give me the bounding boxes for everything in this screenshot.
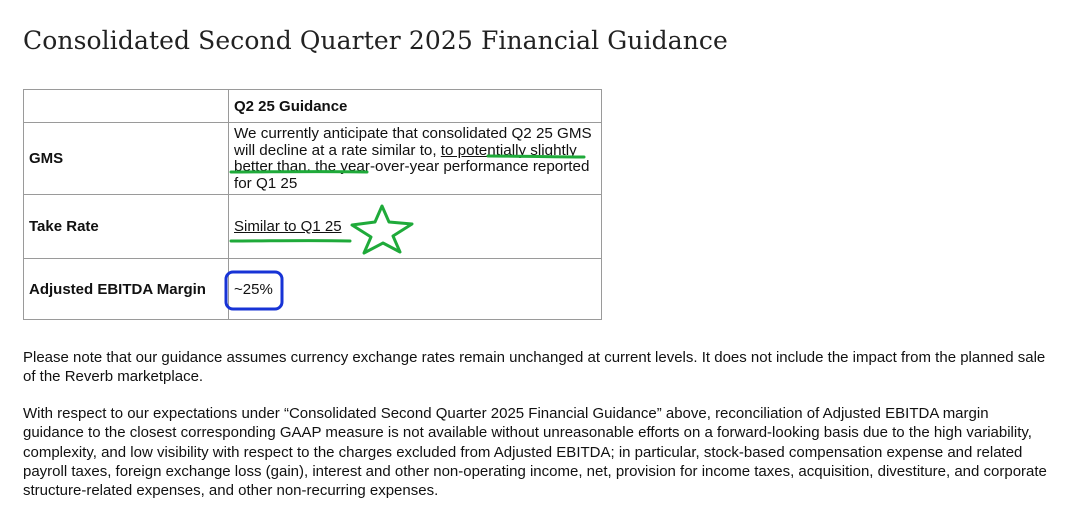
row-label-ebitda: Adjusted EBITDA Margin [24, 259, 229, 320]
row-value-gms [229, 123, 602, 195]
row-label-take-rate: Take Rate [24, 195, 229, 259]
guidance-note-reconciliation: With respect to our expectations under “Consolidated Second Quarter 2025 Financial Guidance” above, reconciliation of Adjusted EBITDA margin guidance to the closest corresponding GAAP measure is not available without unreasonable efforts on a forward-looking basis due to the high variability, complexity, and low visibility with respect to the charges excluded from Adjusted EBITDA; in particular, stock-based compensation expense and related payroll taxes, foreign exchange loss (gain), interest and other non-operating income, net, provision for income taxes, acquisition, divestiture, and corporate structure-related expenses, and other non-recurring expenses. [23, 405, 1047, 500]
gms-guidance-text [234, 125, 596, 192]
header-guidance-cell: Q2 25 Guidance [229, 90, 602, 123]
table-row [24, 195, 602, 259]
table-row [24, 123, 602, 195]
table-header-row [24, 90, 602, 123]
take-rate-value: Similar to Q1 25 [234, 218, 342, 235]
gms-text-underlined: to potentially slightly better than [234, 141, 577, 175]
gms-text-part-3: , the year-over-year performance reported for Q1 25 [234, 158, 590, 192]
guidance-note-currency: Please note that our guidance assumes currency exchange rates remain unchanged at current levels. It does not include the impact from the planned sale of the Reverb marketplace. [23, 349, 1046, 386]
gms-text-part-1: We currently anticipate that consolidated Q2 25 GMS will decline at a rate similar to, [234, 125, 592, 159]
row-label-gms: GMS [24, 123, 229, 195]
row-value-take-rate [229, 195, 602, 259]
page-title: Consolidated Second Quarter 2025 Financial Guidance [23, 26, 728, 55]
ebitda-value: ~25% [234, 280, 273, 298]
table-row [24, 259, 602, 320]
guidance-table [23, 89, 602, 320]
row-value-ebitda [229, 259, 602, 320]
header-empty-cell [24, 90, 229, 123]
